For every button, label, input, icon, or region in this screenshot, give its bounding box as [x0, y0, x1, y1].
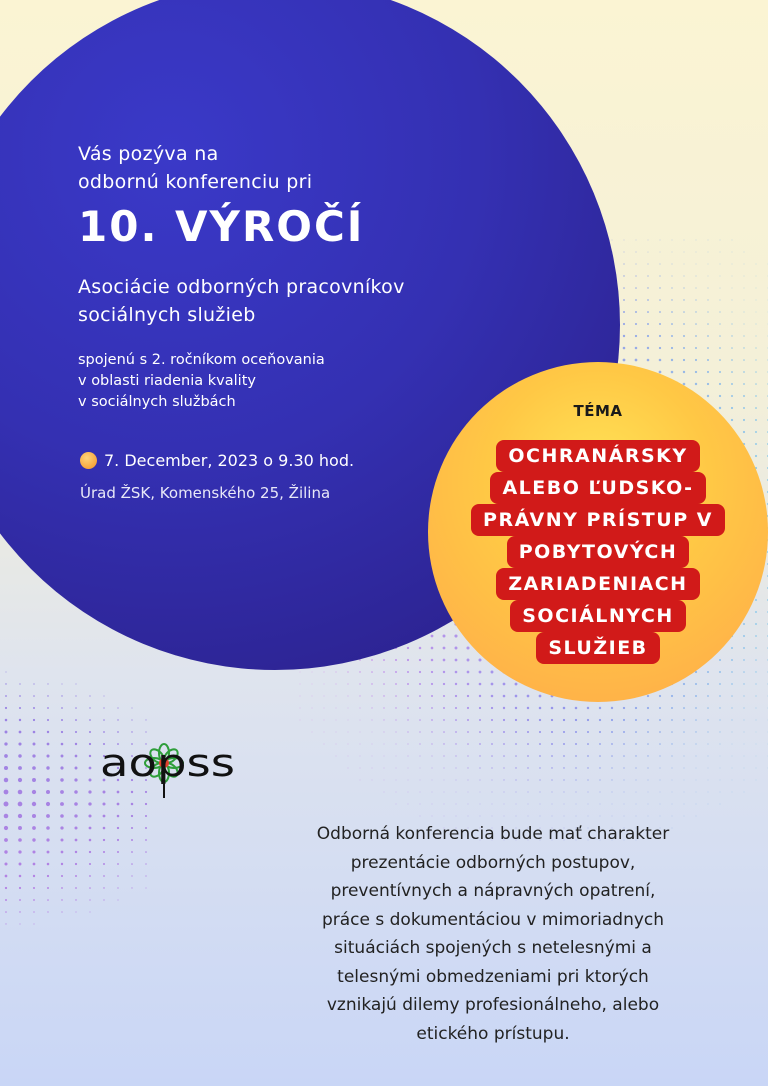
- intro-line-2: odbornú konferenciu pri: [78, 171, 313, 193]
- bullet-dot-icon: [80, 452, 97, 469]
- award-subtitle: [78, 350, 325, 413]
- description-line: telesnými obmedzeniami pri ktorých: [337, 966, 649, 987]
- aopss-logo: [100, 740, 235, 800]
- theme-line: PRÁVNY PRÍSTUP V: [471, 504, 725, 536]
- theme-title: [428, 440, 768, 664]
- invitation-intro: [78, 140, 312, 196]
- conference-description: [255, 820, 731, 1048]
- description-line: Odborná konferencia bude mať charakter: [316, 824, 670, 844]
- intro-line-1: Vás pozýva na: [78, 143, 219, 165]
- theme-line: OCHRANÁRSKY: [496, 440, 699, 472]
- association-name: [78, 273, 405, 329]
- logo-text: aopss: [100, 741, 235, 785]
- theme-line: SOCIÁLNYCH: [510, 600, 686, 632]
- association-line-2: sociálnych služieb: [78, 304, 256, 326]
- anniversary-title: 10. VÝROČÍ: [78, 202, 365, 251]
- theme-label: TÉMA: [573, 402, 623, 420]
- theme-line: SLUŽIEB: [536, 632, 659, 664]
- description-line: práce s dokumentáciou v mimoriadnych: [321, 909, 665, 930]
- description-line: preventívnych a nápravných opatrení,: [330, 881, 656, 901]
- subtitle-line-3: v sociálnych službách: [78, 394, 236, 410]
- event-date-row: [80, 451, 354, 470]
- description-line: etického prístupu.: [416, 1023, 570, 1044]
- subtitle-line-2: v oblasti riadenia kvality: [78, 373, 256, 389]
- event-date: 7. December, 2023 o 9.30 hod.: [104, 451, 355, 470]
- association-line-1: Asociácie odborných pracovníkov: [78, 276, 405, 298]
- theme-line: ZARIADENIACH: [496, 568, 699, 600]
- event-venue: Úrad ŽSK, Komenského 25, Žilina: [80, 484, 331, 502]
- description-line: situáciách spojených s netelesnými a: [334, 938, 652, 958]
- subtitle-line-1: spojenú s 2. ročníkom oceňovania: [78, 352, 325, 368]
- theme-line: ALEBO ĽUDSKO-: [490, 472, 705, 504]
- description-line: prezentácie odborných postupov,: [350, 852, 636, 873]
- description-line: vznikajú dilemy profesionálneho, alebo: [326, 995, 660, 1015]
- theme-line: POBYTOVÝCH: [507, 536, 690, 568]
